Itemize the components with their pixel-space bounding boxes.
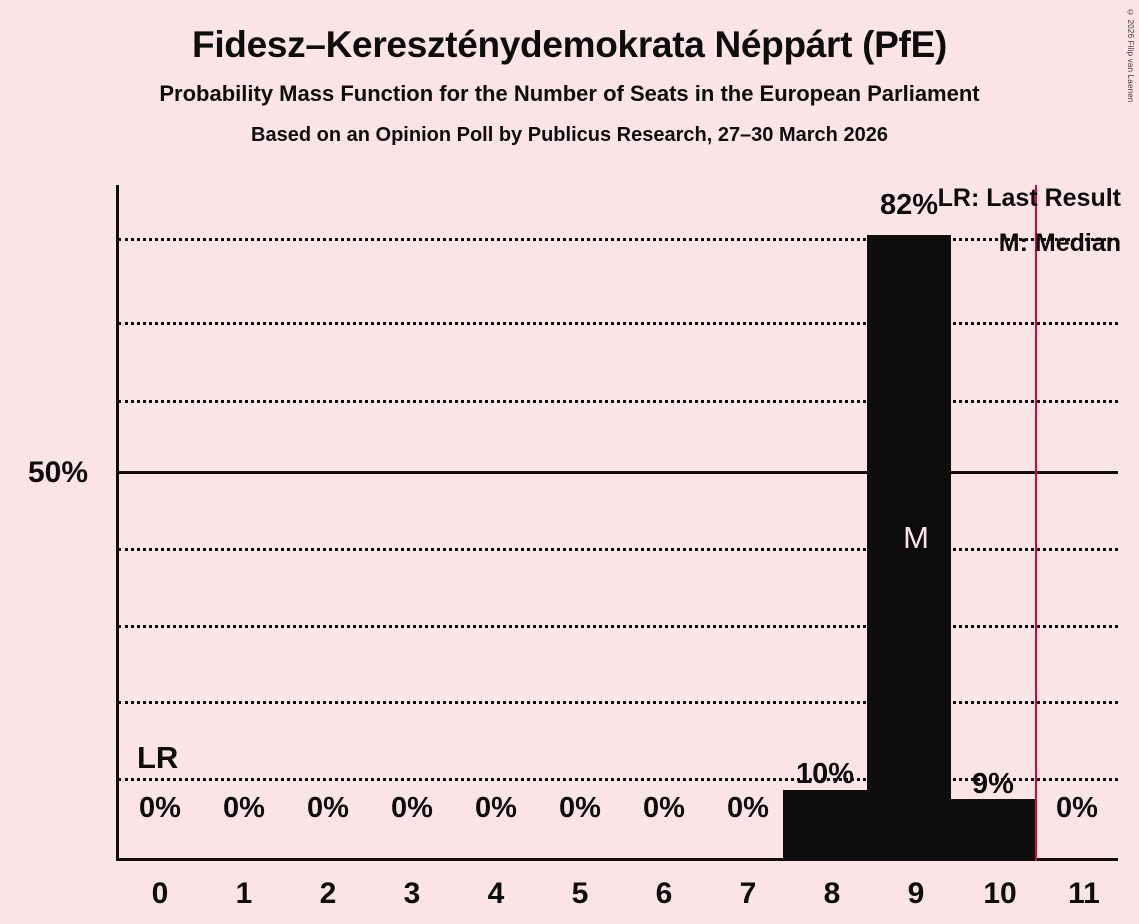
bar-value-3: 0% <box>391 792 433 824</box>
bar-value-6: 0% <box>643 792 685 824</box>
chart-subtitle: Probability Mass Function for the Number of Seats in the European Parliament <box>159 80 980 106</box>
last-result-marker: LR <box>137 740 179 775</box>
x-tick-2: 2 <box>319 877 337 910</box>
gridline-50-percent <box>118 471 1118 474</box>
gridline <box>118 701 1118 704</box>
chart-plot-area <box>0 180 1139 924</box>
bar-10[interactable] <box>951 799 1035 858</box>
x-tick-0: 0 <box>151 877 169 910</box>
page-title: Fidesz–Kereszténydemokrata Néppárt (PfE) <box>192 24 947 65</box>
x-tick-8: 8 <box>823 877 841 910</box>
median-marker: M <box>903 520 929 555</box>
gridline <box>118 322 1118 325</box>
chart-source: Based on an Opinion Poll by Publicus Research, 27–30 March 2026 <box>251 123 888 146</box>
bar-value-9: 82% <box>879 189 939 221</box>
x-tick-7: 7 <box>739 877 757 910</box>
bar-value-5: 0% <box>559 792 601 824</box>
x-tick-1: 1 <box>235 877 253 910</box>
x-tick-4: 4 <box>487 877 505 910</box>
median-line <box>1035 185 1037 861</box>
legend-last-result: LR: Last Result <box>937 184 1121 212</box>
bar-value-1: 0% <box>223 792 265 824</box>
legend-median: M: Median <box>998 229 1121 257</box>
gridline <box>118 625 1118 628</box>
y-axis <box>116 185 119 860</box>
bar-8[interactable] <box>783 790 867 858</box>
gridline <box>118 548 1118 551</box>
x-tick-10: 10 <box>983 877 1017 910</box>
bar-value-7: 0% <box>727 792 769 824</box>
x-tick-5: 5 <box>571 877 589 910</box>
bar-value-8: 10% <box>795 758 855 790</box>
bar-value-2: 0% <box>307 792 349 824</box>
x-tick-3: 3 <box>403 877 421 910</box>
bar-value-11: 0% <box>1056 792 1098 824</box>
bar-value-0: 0% <box>139 792 181 824</box>
x-tick-6: 6 <box>655 877 673 910</box>
y-axis-tick-50: 50% <box>28 456 89 489</box>
bar-value-10: 9% <box>972 768 1014 800</box>
copyright-notice: © 2026 Filip van Laenen <box>1126 8 1135 103</box>
x-axis <box>116 858 1118 861</box>
x-tick-9: 9 <box>907 877 925 910</box>
x-tick-11: 11 <box>1068 877 1100 910</box>
gridline <box>118 400 1118 403</box>
bar-value-4: 0% <box>475 792 517 824</box>
gridline <box>118 238 1118 241</box>
